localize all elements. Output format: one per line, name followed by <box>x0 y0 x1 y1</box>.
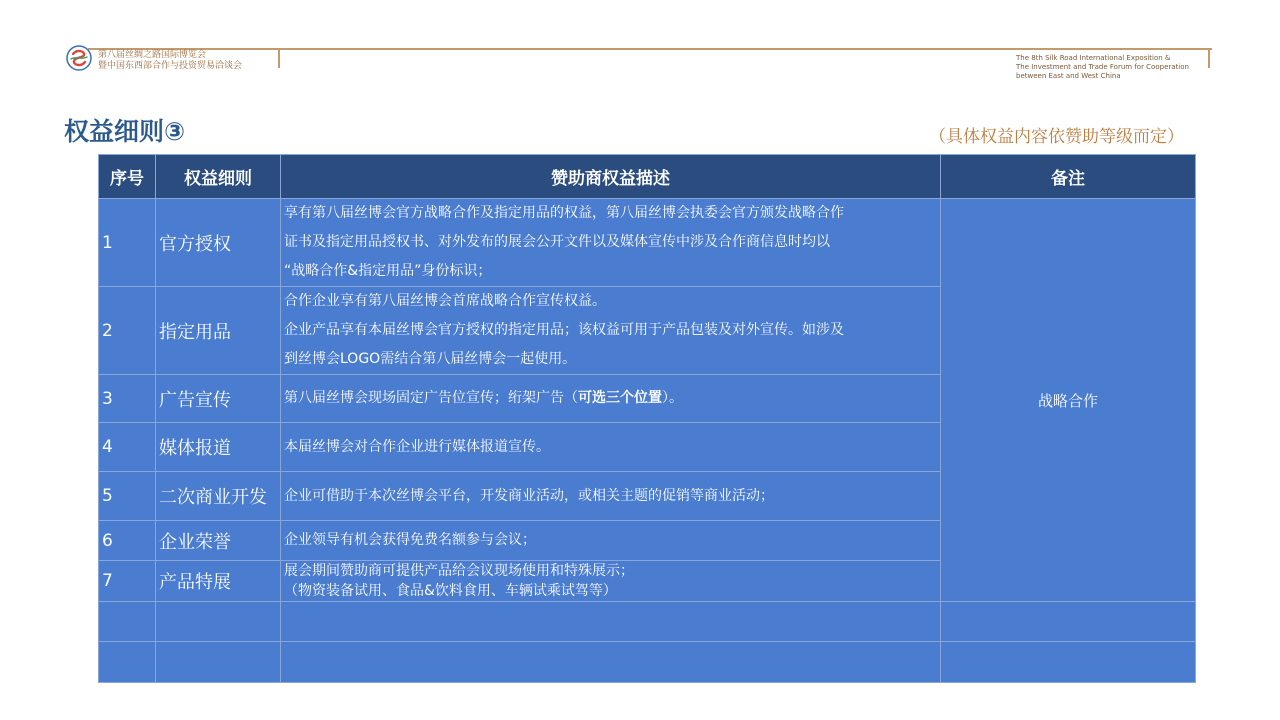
desc-line: 展会期间赞助商可提供产品给会议现场使用和特殊展示； <box>284 563 634 579</box>
table-empty-row <box>99 602 1196 642</box>
desc-line: 合作企业享有第八届丝博会首席战略合作宣传权益。 <box>284 293 606 309</box>
desc-line: （物资装备试用、食品&饮料食用、车辆试乘试驾等） <box>284 583 617 599</box>
desc-line: 证书及指定用品授权书、对外发布的展会公开文件以及媒体宣传中涉及合作商信息时均以 <box>284 234 830 250</box>
row-item: 官方授权 <box>156 199 281 287</box>
row-desc <box>281 287 941 375</box>
row-item: 广告宣传 <box>156 375 281 423</box>
header-no: 序号 <box>99 155 156 199</box>
row-desc <box>281 561 941 602</box>
header-en-line: The 8th Silk Road International Exposition & <box>1016 54 1171 62</box>
table-empty-row <box>99 642 1196 683</box>
row-no: 2 <box>99 287 156 375</box>
header-remark: 备注 <box>941 155 1196 199</box>
row-desc: 企业领导有机会获得免费名额参与会议； <box>281 521 941 561</box>
header-divider-tick <box>1208 48 1210 68</box>
table-row <box>99 199 1196 287</box>
empty-cell <box>99 602 156 642</box>
row-no: 7 <box>99 561 156 602</box>
desc-text: ）。 <box>662 390 683 406</box>
header-en-line: between East and West China <box>1016 72 1121 80</box>
header-divider-line <box>88 48 1212 50</box>
header-desc: 赞助商权益描述 <box>281 155 941 199</box>
header-cn-line: 暨中国东西部合作与投资贸易洽谈会 <box>98 61 243 71</box>
header-cn-line: 第八届丝绸之路国际博览会 <box>98 50 207 60</box>
header-divider-tick <box>278 48 280 68</box>
row-desc: 本届丝博会对合作企业进行媒体报道宣传。 <box>281 423 941 472</box>
row-item: 媒体报道 <box>156 423 281 472</box>
desc-bold-text: 可选三个位置 <box>578 390 662 406</box>
empty-cell <box>156 642 281 683</box>
silk-road-expo-logo-icon <box>66 45 92 71</box>
benefits-table <box>98 154 1196 683</box>
header-en-line: The Investment and Trade Forum for Cooperation <box>1016 63 1189 71</box>
empty-cell <box>281 642 941 683</box>
desc-text: 第八届丝博会现场固定广告位宣传；绗架广告（ <box>284 390 578 406</box>
desc-line: 企业产品享有本届丝博会官方授权的指定用品；该权益可用于产品包装及对外宣传。如涉及 <box>284 322 844 338</box>
remark-merged-cell: 战略合作 <box>941 199 1196 602</box>
row-desc <box>281 199 941 287</box>
row-no: 3 <box>99 375 156 423</box>
row-no: 4 <box>99 423 156 472</box>
row-no: 1 <box>99 199 156 287</box>
header-item: 权益细则 <box>156 155 281 199</box>
header-expo-name-en <box>1016 54 1206 81</box>
table-header-row <box>99 155 1196 199</box>
row-item: 产品特展 <box>156 561 281 602</box>
empty-cell <box>281 602 941 642</box>
desc-line: 享有第八届丝博会官方战略合作及指定用品的权益，第八届丝博会执委会官方颁发战略合作 <box>284 205 844 221</box>
row-item: 二次商业开发 <box>156 472 281 521</box>
empty-cell <box>941 602 1196 642</box>
row-item: 指定用品 <box>156 287 281 375</box>
row-no: 6 <box>99 521 156 561</box>
row-desc <box>281 375 941 423</box>
page-note: （具体权益内容依赞助等级而定） <box>929 127 1184 147</box>
row-item: 企业荣誉 <box>156 521 281 561</box>
empty-cell <box>156 602 281 642</box>
desc-line: 到丝博会LOGO需结合第八届丝博会一起使用。 <box>284 351 577 367</box>
empty-cell <box>99 642 156 683</box>
row-desc: 企业可借助于本次丝博会平台，开发商业活动，或相关主题的促销等商业活动； <box>281 472 941 521</box>
page-title: 权益细则③ <box>64 117 186 146</box>
header-expo-name-cn <box>98 50 242 72</box>
desc-line: “战略合作&指定用品”身份标识； <box>284 263 492 279</box>
empty-cell <box>941 642 1196 683</box>
row-no: 5 <box>99 472 156 521</box>
